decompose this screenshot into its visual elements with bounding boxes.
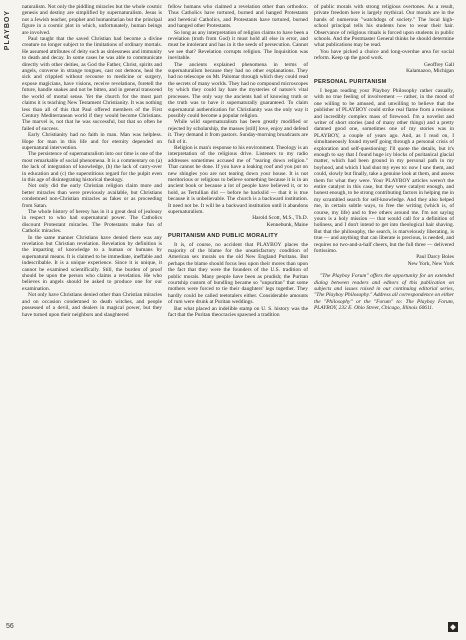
signature-place: New York, New York <box>407 260 454 267</box>
letter-column-2 <box>168 4 308 630</box>
paragraph: The whole history of heresy has in it a great deal of jealousy in respect to who had supernatural power. The Catholics discount Protestant miracles. The Protestants make fun of Catholic miracles. <box>22 209 162 235</box>
letter-column-3 <box>314 4 454 630</box>
paragraph: Religion is man's response to his environment. Theology is an interpretation of the religious drive. Listeners to my radio addresses sometimes accused me of "tearing down religion." That cannot be done. If you have a leaking roof and you put on new shingles you are not tearing down your house. It is not meritorious or religious to believe something because it is in an ancient book or because a lot of people have believed it, or to hold, as Tertullian did — before he backslid — that it is true because it is unbelievable. The church is a backward institution. It need not be. It will be a backward institution until it abandons supernaturalism. <box>168 144 308 215</box>
letter-column-1 <box>22 4 162 630</box>
paragraph: But what placed an indelible stamp on U. S. history was the fact that the Puritan theocracies spawned a tradition <box>168 305 308 319</box>
paragraph: While wild supernaturalism has been greatly modified or rejected by scholarship, the masses [still] love, enjoy and defend it. They demand it from pastors. Sunday-morning broadcasts are full of it. <box>168 119 308 145</box>
magazine-spine-title: PLAYBOY <box>4 10 11 51</box>
paragraph: fellow humans who claimed a revelation other than orthodox. Thus Catholics have tortured, burned and hanged Protestants and heretical Catholics, and Protestants have tortured, burned and hanged other Protestants. <box>168 4 308 30</box>
paragraph: Early Christianity had no faith in man. Man was helpless. Hope for man in this life and for eternity depended on supernatural intervention. <box>22 132 162 151</box>
signature-name: Geoffrey Gall <box>424 61 454 68</box>
paragraph: You have picked a choice and long-overdue area for social reform. Keep up the good work. <box>314 48 454 62</box>
page-number: 56 <box>6 623 14 630</box>
paragraph: Not only have Christians denied other than Christian miracles and on occasion condemned to death witches, and people possessed of a devil, and dealers in magical power, but they have turned upon their neighbors and slaughtered <box>22 292 162 318</box>
section-heading: PERSONAL PURITANISM <box>314 79 387 86</box>
paragraph: naturalism. Not only the piddling miracles but the whole cosmic genesis and destiny are simplified by supernaturalism. Jesus is not a Jewish teacher, prophet and humanitarian but the principal figure in a cosmic plot in which, unfortunately, human beings are involved. <box>22 4 162 36</box>
paragraph: of public morals with strong religious overtones. As a result, private freedom here is largely mythical. Our morals are in the hands of numerous "watchdogs of society." The local high-school principal tells his students how to wear their hair. Observance of religious rituals is forced upon students in public schools. And the Postmaster General thinks he should determine what publications may be read. <box>314 4 454 49</box>
forum-note: "The Playboy Forum" offers the opportunity for an extended dialog between readers and editors of this publication on subjects and issues raised in our continuing editorial series, "The Playboy Philosophy." Address all correspondence on either the "Philosophy" or the "Forum" to: The Playboy Forum, PLAYBOY, 232 E. Ohio Street, Chicago, Illinois 60611. <box>314 273 454 312</box>
paragraph: The ancients explained phenomena in terms of supernaturalism because they had no other explanations. They had no telescope on Mt. Palomar through which they could read the secrets of many worlds. They had no compound microscopes by which they could lay bare the mysteries of nature's vital processes. The only way the ancients had of knowing truth or the truth was to have it supernaturally guaranteed. To claim supernatural authentication for Christianity was the only way it possibly could become a popular religion. <box>168 61 308 119</box>
paragraph: I began reading your Playboy Philosophy rather casually, with no true feeling of involvement — rather, in the mood of one willing to be amused, and unwilling to believe that the publisher of PLAYBOY could strike real flame from a resinous and incredibly complex mass of firewood. I'm a novelist and writer of short stories (and of many other things) and a pretty damned good one, sometimes one of my stories was in PLAYBOY, a couple of years ago. And, as I read on, I simultaneously found myself going through a personal crisis of exploration and self-questioning: I'll quote the details, but it's enough to say that I found huge icy blocks of puritanical glacial matter, which had been ground in my personal path in my boyhood, and which I had shut my eyes to: now I saw them, and could, slowly but finally, take a genuine look at them, and assess them for what they were. Your PLAYBOY articles weren't the entire catalyst in this case, but they were catalyst enough, and honest enough, to be strong contributing factors in helping me in my scrambled search for self-knowledge. And they also helped me, in certain subtle ways, to free the writing (which is, of course, my life) and to free others around me. I'm not saying yours is a holy mission — that would call for a definition of holiness, and I don't intend to get into theological hair shaving. But that the philosophy, the search, is marvelously liberating, is true — and anything that can liberate is precious, is needed, and requires no two-and-a-half cheers, but the full three — delivered fortissimo. <box>314 87 454 255</box>
paragraph: Not only did the early Christian religion claim more and better miracles than were previously available, but Christians condemned non-Christian miracles as fakes or as proceeding from Satan. <box>22 183 162 209</box>
section-heading: PURITANISM AND PUBLIC MORALITY <box>168 233 278 240</box>
signature-place: Kennebunk, Maine <box>266 221 308 228</box>
paragraph: It is, of course, no accident that PLAYBOY places the majority of the blame for the unsatisfactory condition of American sex morals on the old New England Puritans. But perhaps the blame should focus less upon their mores than upon the fact that they were the founders of the U.S. tradition of public morals. Many people have been as prudish; the Puritan courtship custom of bundling became so "unpuritan" that some mothers were forced to tie their daughters' legs together. They hardly could be called teetotalers either. Considerable amounts of rum were drunk at Puritan weddings. <box>168 241 308 306</box>
paragraph: So long as any interpretation of religion claims to have been a revelation (truth from God) it must hold all else in error, and must be intolerant and has in it the seeds of persecution. Cannot we see that? Revelation corrupts religion. The Inquisition was inevitable. <box>168 29 308 62</box>
signature-name: Paul Darcy Boles <box>416 254 454 261</box>
signature-name: Harold Scott, M.S., Th.D. <box>252 215 308 222</box>
signature-place: Kalamazoo, Michigan <box>406 68 454 75</box>
paragraph: In the same manner Christians have denied there was any revelation but Christian revelation. Revelation by definition is the imparting of knowledge to a human or humans by supernatural means. It is claimed to be immediate, ineffable and indescribable. It is a unique experience. Since it is unique, it cannot be examined scientifically. Still, the burden of proof should be upon the person who claims a revelation. He who believes in angels should be asked to produce one for our examination. <box>22 234 162 292</box>
paragraph: The persistence of supernaturalism into our time is one of the most remarkable of social phenomena. It is a commentary on (a) the lack of integration of knowledge, (b) the lack of carry-over in education and (c) the superstitious regard for the pulpit even in this age of disintegrating historical theology. <box>22 151 162 183</box>
bunny-logo-icon: ◆ <box>448 622 458 632</box>
paragraph: Paul taught that the saved Christian had become a divine creature no longer subject to the limitations of ordinary mortals. He assumed attributes of deity such as sinlessness and immunity to death and decay. In some cases he was able to communicate directly with other deities, as God the Father, Christ, spirits and angels, converse in strange tongues, cast out demons, heal the sick and crippled without recourse to medicine or surgery, expose magicians, have visions, receive revelations, foretell the future, handle snakes and not be bitten, and in general transcend the world of mortal sense. Yet the church for the most part claims it is teaching New Testament Christianity. It was nothing less than all of this that Paul offered members of the First Century Mediterranean world if they would become Christians. The marvel is, not that he was successful, but that so often he failed of success. <box>22 36 162 132</box>
